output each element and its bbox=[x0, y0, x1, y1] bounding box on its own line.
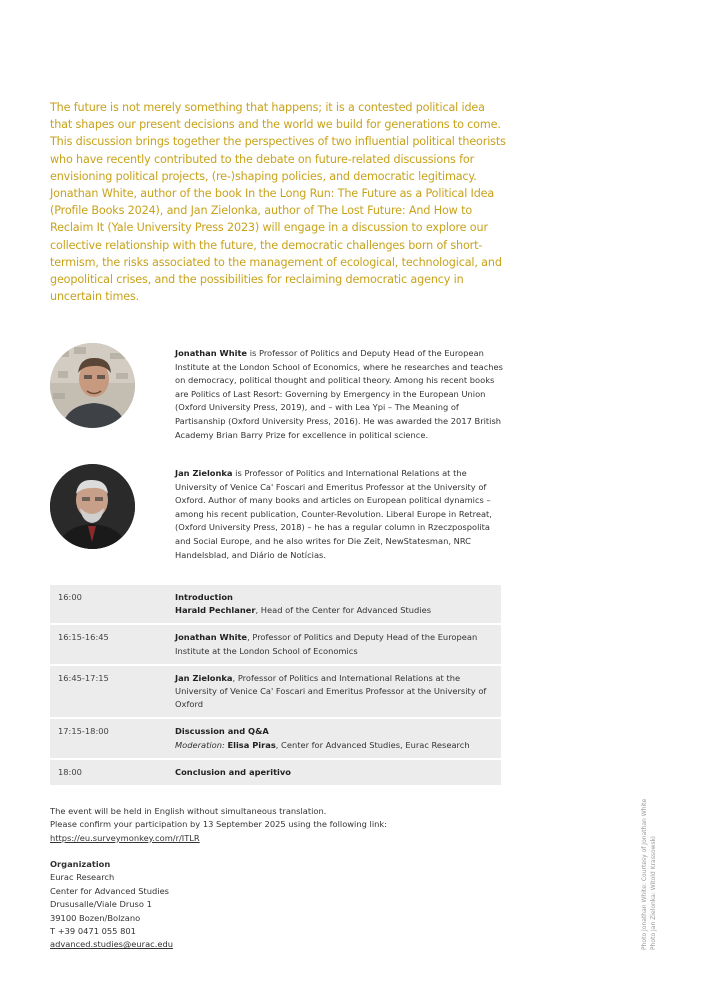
org-email-link[interactable]: advanced.studies@eurac.edu bbox=[50, 939, 173, 950]
photo-credit-line: Photo Jonathan White: Courtesy of Jonathan White bbox=[641, 798, 648, 950]
schedule-title: Introduction bbox=[175, 592, 233, 602]
bio-text: is Professor of Politics and Deputy Head of the European Institute at the London School of Economics, where he researches and teaches on democracy, political thought and political theory. Among his recent books are Politics of Last Resort: Governing by Emergency in the European Union (Oxford University Press, 2019), and – with Lea Ypi – The Meaning of Partisanship (Oxford University Press, 2016). He was awarded the 2017 British Academy Brian Barry Prize for excellence in political science. bbox=[175, 348, 503, 440]
bio-name: Jonathan White bbox=[175, 348, 248, 358]
org-line: Center for Advanced Studies bbox=[50, 885, 170, 896]
org-line: 39100 Bozen/Bolzano bbox=[50, 912, 141, 923]
schedule-row bbox=[50, 585, 501, 625]
org-line: Drususalle/Viale Druso 1 bbox=[50, 899, 152, 910]
jan-zielonka-photo bbox=[50, 464, 135, 549]
schedule-speaker: Jan Zielonka bbox=[175, 672, 233, 683]
organization-block bbox=[50, 858, 173, 952]
schedule-speaker-role: , Center for Advanced Studies, Eurac Research bbox=[275, 739, 470, 750]
schedule-time: 16:00 bbox=[58, 592, 82, 602]
schedule-desc bbox=[175, 725, 501, 751]
schedule-speaker: Jonathan White bbox=[175, 632, 248, 643]
schedule-time: 16:15-16:45 bbox=[58, 632, 109, 643]
language-note: The event will be held in English without simultaneous translation. bbox=[50, 806, 327, 816]
schedule-desc bbox=[175, 766, 501, 779]
survey-link[interactable]: https://eu.surveymonkey.com/r/ITLR bbox=[50, 832, 200, 843]
rsvp-note: Please confirm your participation by 13 September 2025 using the following link: bbox=[50, 819, 387, 830]
schedule-row bbox=[50, 666, 501, 720]
bio-jan-zielonka bbox=[175, 467, 505, 562]
schedule-time: 17:15-18:00 bbox=[58, 726, 109, 737]
jonathan-white-photo bbox=[50, 343, 135, 428]
schedule-speaker-role: , Professor of Politics and Deputy Head of the European Institute at the London School of Economics bbox=[175, 632, 478, 656]
org-line: Eurac Research bbox=[50, 872, 115, 883]
bio-name: Jan Zielonka bbox=[175, 468, 233, 478]
schedule-time: 18:00 bbox=[58, 766, 82, 777]
schedule-time: 16:45-17:15 bbox=[58, 672, 109, 683]
schedule-speaker-role: , Head of the Center for Advanced Studies bbox=[255, 605, 432, 616]
org-phone: T +39 0471 055 801 bbox=[50, 926, 136, 937]
photo-credit-line: Photo Jan Zielonka: Witold Krassowski bbox=[650, 836, 657, 950]
schedule-table bbox=[50, 585, 501, 787]
moderation-label: Moderation: bbox=[175, 739, 225, 750]
schedule-desc bbox=[175, 631, 501, 657]
intro-paragraph-1: The future is not merely something that happens; it is a contested political idea that shapes our present decisions and the world we build for generations to come. This discussion brings together the perspectives of two influential political theorists who have recently contributed to the debate on future-related discussions for envisioning political projects, (re-)shaping policies, and democratic legitimacy. bbox=[50, 101, 506, 183]
schedule-title: Discussion and Q&A bbox=[175, 726, 269, 737]
schedule-speaker-role: , Professor of Politics and International Relations at the University of Venice Ca' Foscari and Emeritus Professor at the University of Oxford bbox=[175, 672, 487, 710]
schedule-desc bbox=[175, 591, 501, 617]
schedule-row bbox=[50, 760, 501, 787]
intro-text bbox=[50, 99, 510, 305]
schedule-desc bbox=[175, 672, 501, 712]
organization-heading: Organization bbox=[50, 859, 111, 869]
schedule-speaker: Harald Pechlaner bbox=[175, 605, 256, 616]
bio-jonathan-white bbox=[175, 347, 505, 442]
bio-text: is Professor of Politics and International Relations at the University of Venice Ca' Foscari and Emeritus Professor at the University of Oxford. Author of many books and articles on European political dynamics – among his recent publication, Counter-Revolution. Liberal Europe in Retreat, (Oxford University Press, 2018) – he has a regular column in Rzeczpospolita and Social Europe, and he also writes for Die Zeit, NewStatesman, NRC Handelsblad, and Diário de Notícias. bbox=[175, 468, 492, 560]
schedule-speaker: Elisa Piras bbox=[227, 739, 276, 750]
schedule-row bbox=[50, 719, 501, 759]
schedule-title: Conclusion and aperitivo bbox=[175, 766, 291, 777]
schedule-row bbox=[50, 625, 501, 665]
photo-credits bbox=[640, 770, 658, 950]
intro-paragraph-2: Jonathan White, author of the book In the Long Run: The Future as a Political Idea (Profile Books 2024), and Jan Zielonka, author of The Lost Future: And How to Reclaim It (Yale University Press 2023) will engage in a discussion to explore our collective relationship with the future, the democratic challenges born of short-termism, the risks associated to the management of ecological, technological, and geopolitical crises, and the possibilities for reclaiming democratic agency in uncertain times. bbox=[50, 187, 502, 304]
event-info bbox=[50, 805, 387, 845]
